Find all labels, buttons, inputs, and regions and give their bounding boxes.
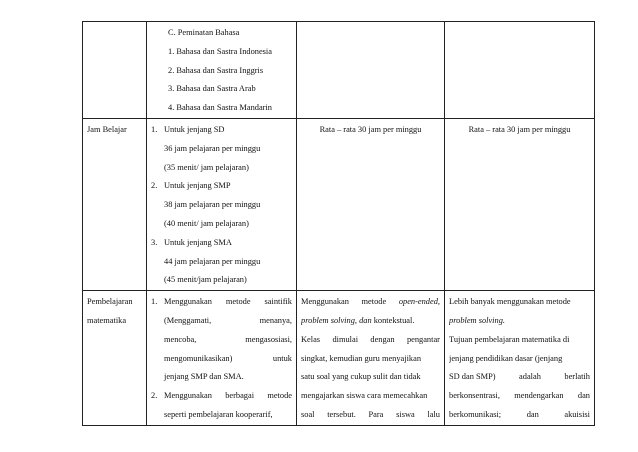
row-label: Jam Belajar (87, 124, 127, 134)
list-number: 2. (151, 181, 158, 191)
cell-label-pembelajaran (83, 291, 147, 426)
cell-jam-belajar-details (147, 118, 297, 290)
list-text: 38 jam pelajaran per minggu (164, 200, 261, 210)
row-label: Pembelajaran (87, 297, 133, 307)
comparison-table (82, 21, 595, 426)
cell-pembelajaran-col4: Lebih banyak menggunakan metode problem solving. Tujuan pembelajaran matematika di jenjang pendidikan dasar (jenjang SD dan SMP) adalah berlatih berkonsentrasi, mendengarkan dan berkomunikasi; dan akuisisi (445, 291, 595, 426)
cell-pembelajaran-col3: Menggunakan metode open-ended, problem solving, dan kontekstual. Kelas dimulai dengan pengantar singkat, kemudian guru menyajikan satu soal yang cukup sulit dan tidak mengajarkan siswa cara memecahkan soal tersebut. Para siswa lalu (297, 291, 445, 426)
list-number: 1. (151, 297, 158, 307)
table-row-continuation (83, 22, 595, 119)
cell-empty (445, 22, 595, 119)
cell-pembelajaran-col2: 1. Menggunakan metode saintifik (Menggamati, menanya, mencoba, mengasosiasi, mengomunikasikan) untuk jenjang SMP dan SMA. 2. Menggunakan berbagai metode seperti pembelajaran kooperarif, (147, 291, 297, 426)
cell-empty (297, 22, 445, 119)
table-row-pembelajaran (83, 291, 595, 426)
cell-text: Rata – rata 30 jam per minggu (468, 124, 571, 134)
list-text: Untuk jenjang SMA (164, 237, 232, 247)
list-text: (40 menit/ jam pelajaran) (164, 218, 249, 228)
cell-label-jam-belajar (83, 118, 147, 290)
list-text: Untuk jenjang SMP (164, 181, 231, 191)
cell-jam-belajar-col4 (445, 118, 595, 290)
cell-text: Rata – rata 30 jam per minggu (319, 124, 422, 134)
row-label: matematika (87, 315, 127, 325)
list-number: 2. (151, 391, 158, 401)
list-item: 3. Bahasa dan Sastra Arab (168, 84, 256, 94)
cell-peminatan (147, 22, 297, 119)
list-number: 1. (151, 124, 158, 134)
list-item: 2. Bahasa dan Sastra Inggris (168, 65, 264, 75)
list-item: 4. Bahasa dan Sastra Mandarin (168, 103, 272, 113)
list-text: Untuk jenjang SD (164, 124, 225, 134)
list-text: 44 jam pelajaran per minggu (164, 256, 261, 266)
cell-jam-belajar-col3 (297, 118, 445, 290)
table-row-jam-belajar (83, 118, 595, 290)
list-item: 1. Bahasa dan Sastra Indonesia (168, 46, 272, 56)
list-text: (45 menit/jam pelajaran) (164, 275, 247, 285)
list-number: 3. (151, 237, 158, 247)
list-text: (35 menit/ jam pelajaran) (164, 162, 249, 172)
list-text: 36 jam pelajaran per minggu (164, 143, 261, 153)
list-item: C. Peminatan Bahasa (168, 28, 240, 37)
cell-empty-label (83, 22, 147, 119)
